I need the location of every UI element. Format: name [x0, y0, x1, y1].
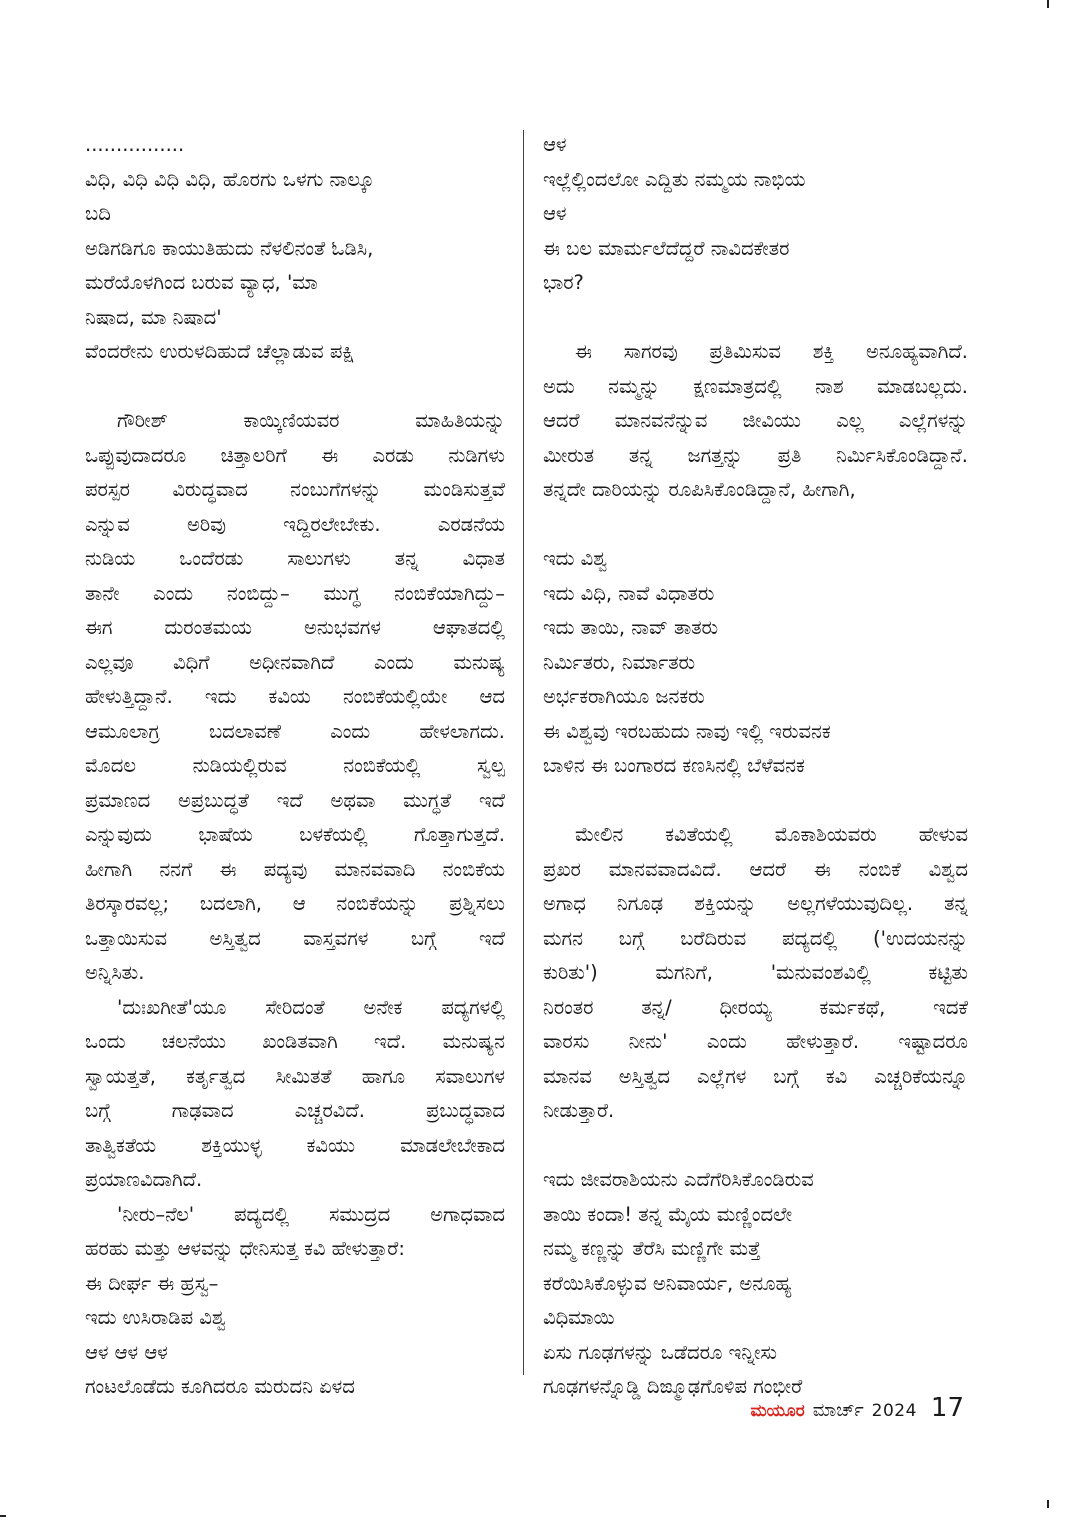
prose-line: ಪ್ರಯಾಣವಿದಾಗಿದೆ.: [85, 1168, 203, 1191]
verse-line: ................: [85, 133, 185, 156]
prose-line: ಬಗ್ಗೆ ಗಾಢವಾದ ಎಚ್ಚರವಿದೆ. ಪ್ರಬುದ್ಧವಾದ: [85, 1099, 505, 1122]
verse-line: ಇಲ್ಲೆಲ್ಲಿಂದಲೋ ಎದ್ದಿತು ನಮ್ಮಯ ನಾಭಿಯ: [543, 167, 806, 191]
verse-line: ಇದು ವಿಶ್ವ: [543, 547, 608, 570]
verse-line: ಅಡಿಗಡಿಗೂ ಕಾಯುತಿಹುದು ನೆಳಲಿನಂತೆ ಓಡಿಸಿ,: [85, 236, 374, 260]
prose-line: ಮೇಲಿನ ಕವಿತೆಯಲ್ಲಿ ಮೊಕಾಶಿಯವರು ಹೇಳುವ: [575, 823, 968, 846]
poem-excerpt-jeevarashi: [543, 1163, 968, 1405]
verse-line: ಕರೆಯಿಸಿಕೊಳ್ಳುವ ಅನಿವಾರ್ಯ, ಅನೂಹ್ಯ: [543, 1271, 792, 1295]
verse-line: ವಿಧಿ, ವಿಧಿ ವಿಧಿ ವಿಧಿ, ಹೊರಗು ಒಳಗು ನಾಲ್ಕೂ: [85, 167, 375, 191]
poem-excerpt-neeru-nela: [85, 1267, 505, 1405]
poem-excerpt-vidhi: [85, 128, 505, 370]
issue-month: ಮಾರ್ಚ್: [812, 1400, 864, 1421]
paragraph-gourish: [85, 404, 505, 991]
prose-line: ಆಮೂಲಾಗ್ರ ಬದಲಾವಣೆ ಎಂದು ಹೇಳಲಾಗದು.: [85, 719, 505, 743]
prose-line: ಮಗನ ಬಗ್ಗೆ ಬರೆದಿರುವ ಪದ್ಯದಲ್ಲಿ ('ಉದಯನನ್ನು: [543, 926, 968, 950]
prose-line: ಮೊದಲ ನುಡಿಯಲ್ಲಿರುವ ನಂಬಿಕೆಯಲ್ಲಿ ಸ್ವಲ್ಪ: [85, 754, 505, 777]
prose-line: ಅಗಾಧ ನಿಗೂಢ ಶಕ್ತಿಯನ್ನು ಅಲ್ಲಗಳೆಯುವುದಿಲ್ಲ. ತನ್ನ: [543, 892, 968, 915]
issue-year: 2024: [871, 1401, 917, 1421]
prose-line: ಒಪ್ಪುವುದಾದರೂ ಚಿತ್ತಾಲರಿಗೆ ಈ ಎರಡು ನುಡಿಗಳು: [85, 443, 505, 467]
verse-line: ಗೂಢಗಳನ್ನೊಡ್ಡಿ ದಿಙ್ಮೂಢಗೊಳಿಪ ಗಂಭೀರೆ: [543, 1375, 803, 1398]
prose-line: ಪ್ರಮಾಣದ ಅಪ್ರಬುದ್ಧತೆ ಇದೆ ಅಥವಾ ಮುಗ್ಧತೆ ಇದೆ: [85, 788, 505, 812]
verse-line: ಈ ವಿಶ್ವವು ಇರಬಹುದು ನಾವು ಇಲ್ಲಿ ಇರುವನಕ: [543, 719, 831, 743]
prose-line: ಹೇಳುತ್ತಿದ್ದಾನೆ. ಇದು ಕವಿಯ ನಂಬಿಕೆಯಲ್ಲಿಯೇ ಆದ: [85, 685, 505, 708]
prose-line: ಅದು ನಮ್ಮನ್ನು ಕ್ಷಣಮಾತ್ರದಲ್ಲಿ ನಾಶ ಮಾಡಬಲ್ಲದು.: [543, 374, 968, 398]
prose-line: ಮಾನವ ಅಸ್ತಿತ್ವದ ಎಲ್ಲೆಗಳ ಬಗ್ಗೆ ಕವಿ ಎಚ್ಚರಿಕೆಯನ್ನೂ: [543, 1064, 968, 1088]
poem-excerpt-aala: [543, 128, 968, 301]
verse-line: ಈ ದೀರ್ಘ ಈ ಹ್ರಸ್ವ–: [85, 1271, 219, 1295]
verse-line: ವೆಂದರೇನು ಉರುಳದಿಹುದೆ ಚೆಲ್ಲಾಡುವ ಪಕ್ಷಿ: [85, 340, 355, 363]
prose-line: ಪ್ರಖರ ಮಾನವವಾದವಿದೆ. ಆದರೆ ಈ ನಂಬಿಕೆ ವಿಶ್ವದ: [543, 857, 968, 881]
prose-line: ಎನ್ನುವ ಅರಿವು ಇದ್ದಿರಲೇಬೇಕು. ಎರಡನೆಯ: [85, 512, 505, 536]
prose-line: ತಿರಸ್ಕಾರವಲ್ಲ; ಬದಲಾಗಿ, ಆ ನಂಬಿಕೆಯನ್ನು ಪ್ರಶ್ನಿಸಲು: [85, 892, 505, 915]
verse-line: ಇದು ಜೀವರಾಶಿಯನು ಎದೆಗೆರಿಸಿಕೊಂಡಿರುವ: [543, 1168, 814, 1191]
right-column: [543, 128, 968, 1405]
prose-line: ಎನ್ನುವುದು ಭಾಷೆಯ ಬಳಕೆಯಲ್ಲಿ ಗೊತ್ತಾಗುತ್ತದೆ.: [85, 823, 505, 846]
paragraph-mokashi: [543, 818, 968, 1129]
prose-line: 'ದುಃಖಗೀತೆ'ಯೂ ಸೇರಿದಂತೆ ಅನೇಕ ಪದ್ಯಗಳಲ್ಲಿ: [117, 995, 505, 1019]
verse-line: ತಾಯಿ ಕಂದಾ! ತನ್ನ ಮೈಯ ಮಣ್ಣಿಂದಲೇ: [543, 1202, 793, 1226]
verse-line: ನಮ್ಮ ಕಣ್ಣನ್ನು ತೆರೆಸಿ ಮಣ್ಣಿಗೇ ಮತ್ತೆ: [543, 1237, 761, 1260]
verse-line: ಆಳ: [543, 202, 567, 225]
verse-line: ಇದು ತಾಯಿ, ನಾವ್ ತಾತರು: [543, 616, 719, 639]
verse-line: ಇದು ಉಸಿರಾಡಿಪ ವಿಶ್ವ: [85, 1306, 227, 1329]
verse-line: ಬದಿ: [85, 202, 111, 225]
prose-line: ಒಂದು ಚಲನೆಯು ಖಂಡಿತವಾಗಿ ಇದೆ. ಮನುಷ್ಯನ: [85, 1030, 505, 1053]
prose-line: ಈ ಸಾಗರವು ಪ್ರತಿಮಿಸುವ ಶಕ್ತಿ ಅನೂಹ್ಯವಾಗಿದೆ.: [575, 340, 968, 363]
verse-line: ನಿರ್ಮಿತರು, ನಿರ್ಮಾತರು: [543, 650, 696, 674]
prose-line: ಕುರಿತು') ಮಗನಿಗೆ, 'ಮನುವಂಶವಿಲ್ಲಿ ಕಟ್ಟಿತು: [543, 961, 968, 984]
verse-line: ಗಂಟಲೊಡೆದು ಕೂಗಿದರೂ ಮರುದನಿ ಏಳದ: [85, 1375, 355, 1398]
verse-line: ವಿಧಿಮಾಯಿ: [543, 1306, 615, 1329]
prose-line: ತಾತ್ವಿಕತೆಯ ಶಕ್ತಿಯುಳ್ಳ ಕವಿಯು ಮಾಡಲೇಬೇಕಾದ: [85, 1133, 505, 1157]
verse-line: ಆಳ ಆಳ ಆಳ: [85, 1340, 168, 1364]
verse-line: ಮರೆಯೊಳಗಿಂದ ಬರುವ ವ್ಯಾಧ, 'ಮಾ: [85, 271, 318, 294]
poem-excerpt-vishva: [543, 542, 968, 784]
paragraph-neeru-nela: [85, 1198, 505, 1267]
verse-line: ಏಸು ಗೂಢಗಳನ್ನು ಒಡೆದರೂ ಇನ್ನೀಸು: [543, 1340, 777, 1364]
paragraph-sagara: [543, 335, 968, 508]
page-number: 17: [930, 1393, 964, 1423]
verse-line: ಬಾಳಿನ ಈ ಬಂಗಾರದ ಕಣಸಿನಲ್ಲಿ ಬೆಳೆವನಕ: [543, 754, 805, 777]
prose-line: ಪರಸ್ಪರ ವಿರುದ್ಧವಾದ ನಂಬುಗೆಗಳನ್ನು ಮಂಡಿಸುತ್ತವೆ: [85, 478, 505, 501]
prose-line: ಈಗ ದುರಂತಮಯ ಅನುಭವಗಳ ಆಘಾತದಲ್ಲಿ: [85, 616, 505, 639]
crop-mark-top: [1047, 0, 1049, 8]
prose-line: ಎಲ್ಲವೂ ವಿಧಿಗೆ ಅಧೀನವಾಗಿದೆ ಎಂದು ಮನುಷ್ಯ: [85, 650, 505, 674]
prose-line: ನಿರಂತರ ತನ್ನ/ ಧೀರಯ್ಯ ಕರ್ಮಕಥೆ, ಇದಕೆ: [543, 995, 968, 1019]
prose-line: ತಾನೇ ಎಂದು ನಂಬಿದ್ದು– ಮುಗ್ಧ ನಂಬಿಕೆಯಾಗಿದ್ದು–: [85, 581, 505, 605]
prose-line: ಅನ್ನಿಸಿತು.: [85, 961, 145, 984]
prose-line: ವಾರಸು ನೀನು' ಎಂದು ಹೇಳುತ್ತಾರೆ. ಇಷ್ಟಾದರೂ: [543, 1030, 968, 1053]
page-footer: [728, 1393, 964, 1423]
left-column: [85, 128, 505, 1405]
prose-line: ಹರಹು ಮತ್ತು ಆಳವನ್ನು ಧೇನಿಸುತ್ತ ಕವಿ ಹೇಳುತ್ತಾರೆ:: [85, 1237, 405, 1260]
crop-mark-bottom: [1047, 1500, 1049, 1508]
paragraph-dukhageete: [85, 991, 505, 1198]
prose-line: ಹೀಗಾಗಿ ನನಗೆ ಈ ಪದ್ಯವು ಮಾನವವಾದಿ ನಂಬಿಕೆಯ: [85, 857, 505, 881]
prose-line: 'ನೀರು–ನೆಲ' ಪದ್ಯದಲ್ಲಿ ಸಮುದ್ರದ ಅಗಾಧವಾದ: [117, 1202, 505, 1226]
prose-line: ನೀಡುತ್ತಾರೆ.: [543, 1099, 615, 1122]
column-divider: [523, 130, 524, 1375]
verse-line: ಭಾರ?: [543, 271, 584, 294]
prose-line: ಒತ್ತಾಯಿಸುವ ಅಸ್ತಿತ್ವದ ವಾಸ್ತವಗಳ ಬಗ್ಗೆ ಇದೆ: [85, 926, 505, 950]
magazine-logo: ಮಯೂರ: [750, 1401, 805, 1421]
crop-mark-left: [0, 1515, 6, 1517]
prose-line: ಗೌರೀಶ್ ಕಾಯ್ಕಿಣಿಯವರ ಮಾಹಿತಿಯನ್ನು: [117, 409, 505, 432]
verse-line: ಆಳ: [543, 133, 567, 156]
prose-line: ಮೀರುತ ತನ್ನ ಜಗತ್ತನ್ನು ಪ್ರತಿ ನಿರ್ಮಿಸಿಕೊಂಡಿದ್ದಾನೆ.: [543, 443, 968, 467]
verse-line: ಇದು ವಿಧಿ, ನಾವೆ ವಿಧಾತರು: [543, 581, 715, 605]
verse-line: ನಿಷಾದ, ಮಾ ನಿಷಾದ': [85, 305, 222, 329]
prose-line: ನುಡಿಯ ಒಂದೆರಡು ಸಾಲುಗಳು ತನ್ನ ವಿಧಾತ: [85, 547, 505, 570]
prose-line: ಸ್ವಾಯತ್ತತೆ, ಕರ್ತೃತ್ವದ ಸೀಮಿತತೆ ಹಾಗೂ ಸವಾಲುಗಳ: [85, 1064, 505, 1088]
verse-line: ಈ ಬಲ ಮಾರ್ಮಲೆದೆದ್ದರೆ ನಾವಿದಕೇತರ: [543, 236, 790, 260]
prose-line: ಆದರೆ ಮಾನವನೆನ್ನುವ ಜೀವಿಯು ಎಲ್ಲ ಎಲ್ಲೆಗಳನ್ನು: [543, 409, 968, 432]
verse-line: ಅರ್ಭಕರಾಗಿಯೂ ಜನಕರು: [543, 685, 705, 708]
prose-line: ತನ್ನದೇ ದಾರಿಯನ್ನು ರೂಪಿಸಿಕೊಂಡಿದ್ದಾನೆ, ಹೀಗಾಗಿ,: [543, 478, 856, 501]
